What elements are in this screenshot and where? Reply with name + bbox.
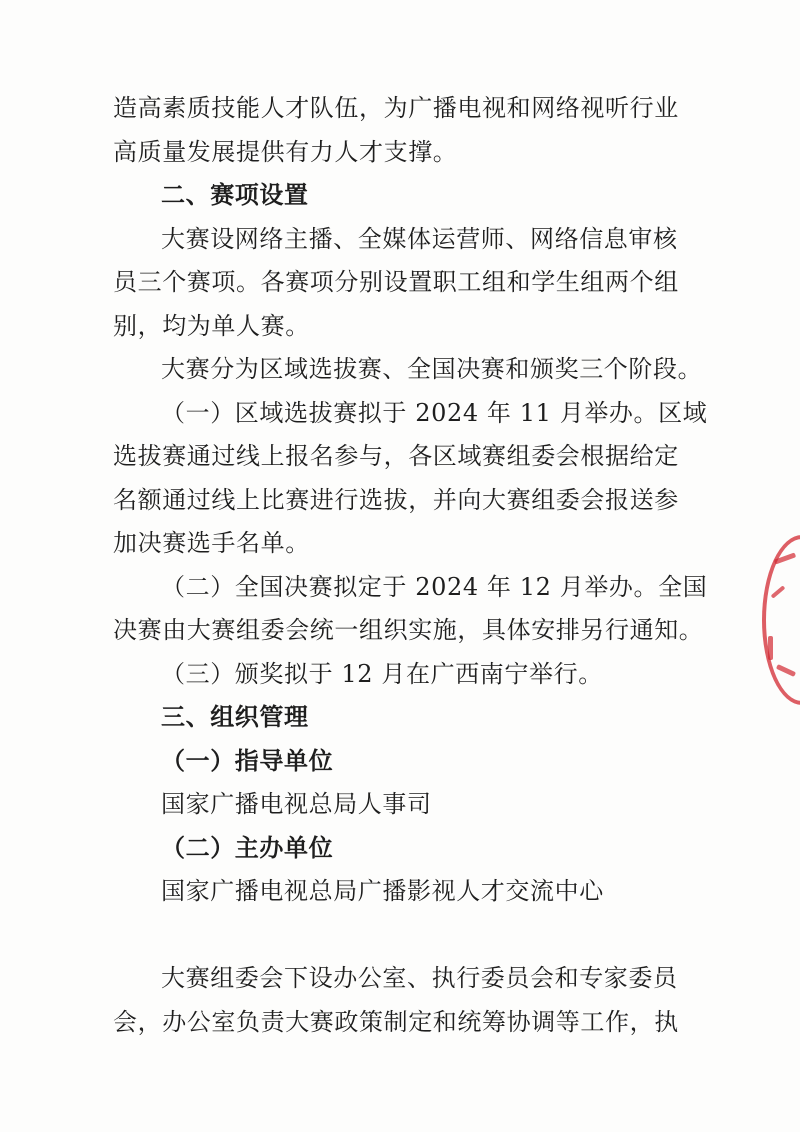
text-line: （二）全国决赛拟定于 2024 年 12 月举办。全国 [161, 573, 708, 601]
text-line: 大赛设网络主播、全媒体运营师、网络信息审核 [161, 225, 678, 253]
text-line: （一）区域选拔赛拟于 2024 年 11 月举办。区域 [161, 399, 708, 427]
text-line: 决赛由大赛组委会统一组织实施，具体安排另行通知。 [113, 616, 704, 644]
text-line: 会，办公室负责大赛政策制定和统筹协调等工作，执 [113, 1008, 679, 1036]
text-line: 国家广播电视总局广播影视人才交流中心 [161, 877, 604, 905]
text-line: 名额通过线上比赛进行选拔，并向大赛组委会报送参 [113, 486, 679, 514]
text-line: （三）颁奖拟于 12 月在广西南宁举行。 [161, 660, 603, 688]
text-line: 员三个赛项。各赛项分别设置职工组和学生组两个组 [113, 268, 679, 296]
text-line: 加决赛选手名单。 [113, 529, 310, 557]
section-heading: 二、赛项设置 [161, 181, 309, 209]
text-line: 国家广播电视总局人事司 [161, 790, 432, 818]
text-line: 选拔赛通过线上报名参与，各区域赛组委会根据给定 [113, 442, 679, 470]
subsection-heading: （一）指导单位 [161, 746, 334, 775]
text-line: 大赛组委会下设办公室、执行委员会和专家委员 [161, 964, 678, 992]
seal-mark [768, 636, 773, 660]
text-line: 别，均为单人赛。 [113, 312, 310, 340]
text-line: 大赛分为区域选拔赛、全国决赛和颁奖三个阶段。 [161, 355, 703, 383]
section-heading: 三、组织管理 [161, 703, 309, 731]
text-line: 造高素质技能人才队伍，为广播电视和网络视听行业 [113, 94, 679, 122]
text-line: 高质量发展提供有力人才支撑。 [113, 138, 458, 166]
subsection-heading: （二）主办单位 [161, 833, 334, 862]
